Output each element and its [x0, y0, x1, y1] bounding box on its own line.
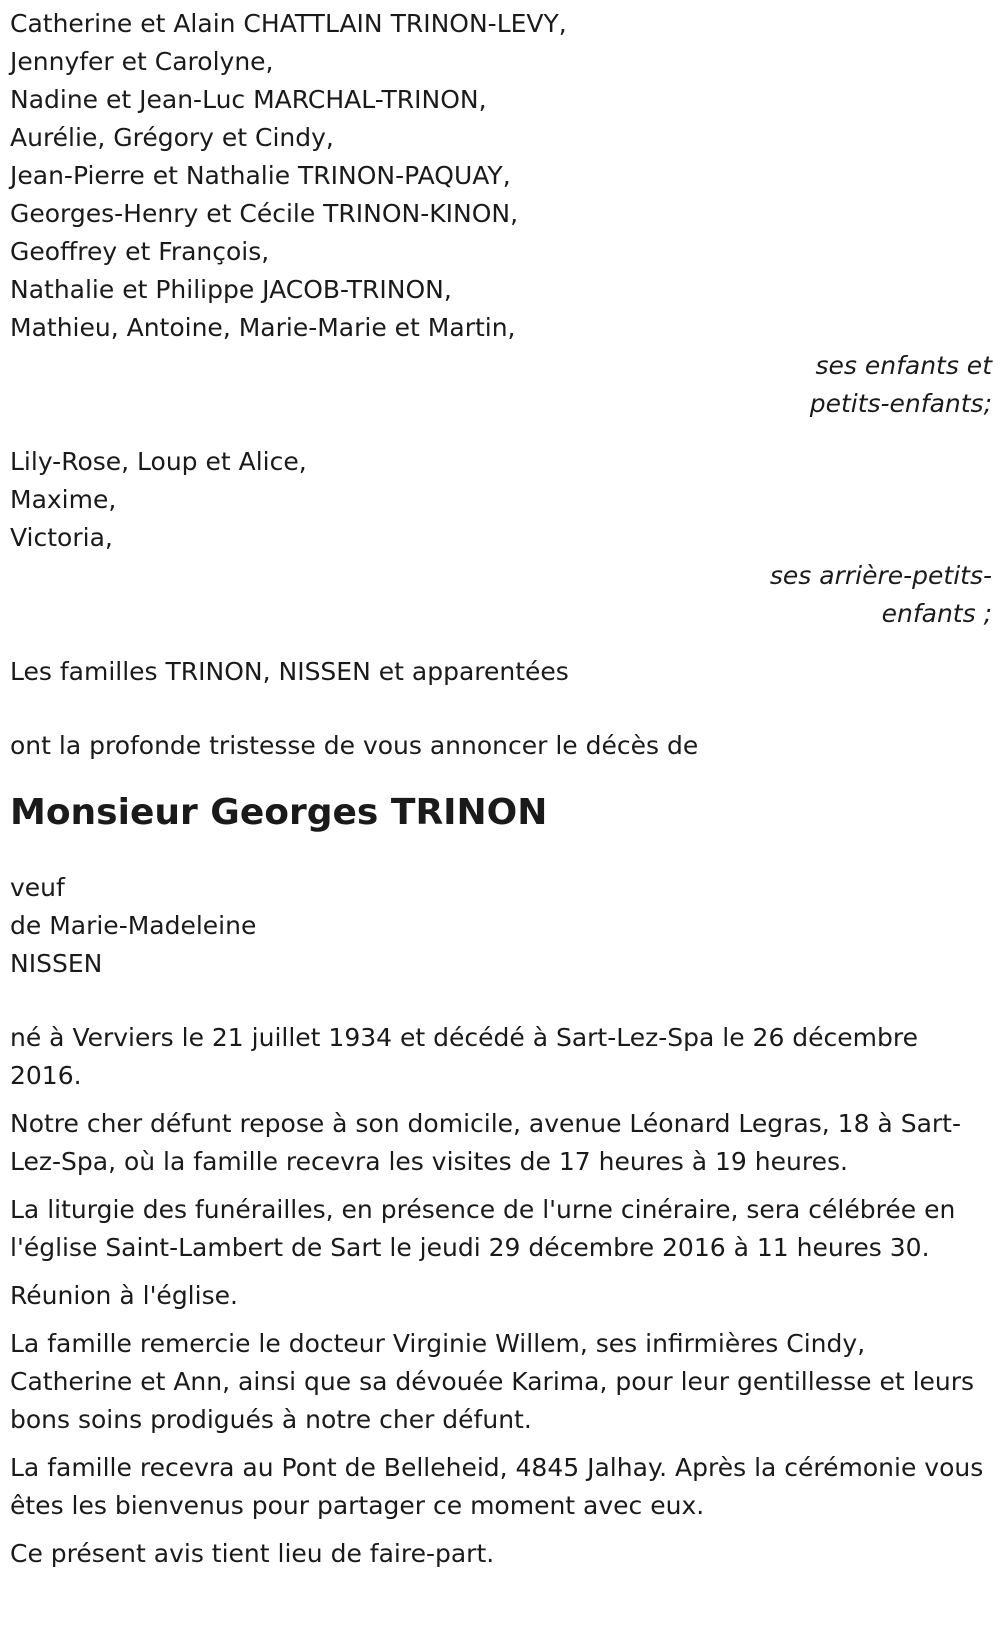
thanks-paragraph: La famille remercie le docteur Virginie Willem, ses infirmières Cindy, Catherine et Ann, ainsi que sa dévouée Karima, pour leur gentillesse et leurs bons soins prodigués à notre cher défunt.	[10, 1329, 975, 1434]
deceased-status	[10, 869, 992, 983]
status-line: veuf	[10, 873, 65, 902]
spacer	[10, 691, 992, 727]
family-line: Jennyfer et Carolyne,	[10, 47, 274, 76]
family-line: Jean-Pierre et Nathalie TRINON-PAQUAY,	[10, 161, 511, 190]
spacer	[10, 983, 992, 1019]
children-attribution: ses enfants et	[815, 351, 992, 380]
family-line: Catherine et Alain CHATTLAIN TRINON-LEVY,	[10, 9, 567, 38]
children-list	[10, 5, 992, 347]
spacer	[10, 633, 992, 653]
details-section	[10, 1019, 992, 1573]
family-line: Maxime,	[10, 485, 117, 514]
great-grandchildren-attribution: enfants ;	[881, 599, 992, 628]
announcement-text: ont la profonde tristesse de vous annoncer le décès de	[10, 731, 699, 760]
great-grandchildren-attribution: ses arrière-petits-	[769, 561, 992, 590]
birth-death-paragraph: né à Verviers le 21 juillet 1934 et décédé à Sart-Lez-Spa le 26 décembre 2016.	[10, 1023, 919, 1090]
status-line: NISSEN	[10, 949, 103, 978]
children-attribution: petits-enfants;	[809, 389, 992, 418]
funeral-paragraph: La liturgie des funérailles, en présence de l'urne cinéraire, sera célébrée en l'église Saint-Lambert de Sart le jeudi 29 décembre 2016 à 11 heures 30.	[10, 1195, 956, 1262]
family-line: Lily-Rose, Loup et Alice,	[10, 447, 307, 476]
family-line: Aurélie, Grégory et Cindy,	[10, 123, 334, 152]
family-line: Nathalie et Philippe JACOB-TRINON,	[10, 275, 452, 304]
family-line: Mathieu, Antoine, Marie-Marie et Martin,	[10, 313, 516, 342]
spacer	[10, 423, 992, 443]
reception-paragraph: La famille recevra au Pont de Belleheid, 4845 Jalhay. Après la cérémonie vous êtes les bienvenus pour partager ce moment avec eux.	[10, 1453, 984, 1520]
family-line: Georges-Henry et Cécile TRINON-KINON,	[10, 199, 519, 228]
visitation-paragraph: Notre cher défunt repose à son domicile, avenue Léonard Legras, 18 à Sart-Lez-Spa, où la famille recevra les visites de 17 heures à 19 heures.	[10, 1109, 961, 1176]
family-line: Victoria,	[10, 523, 113, 552]
status-line: de Marie-Madeleine	[10, 911, 257, 940]
family-line: Nadine et Jean-Luc MARCHAL-TRINON,	[10, 85, 487, 114]
deceased-name: Monsieur Georges TRINON	[10, 792, 548, 833]
meeting-paragraph: Réunion à l'église.	[10, 1281, 238, 1310]
notice-paragraph: Ce présent avis tient lieu de faire-part.	[10, 1539, 495, 1568]
family-line: Geoffrey et François,	[10, 237, 270, 266]
obituary-notice	[10, 5, 992, 1583]
great-grandchildren-list	[10, 443, 992, 557]
families-line: Les familles TRINON, NISSEN et apparentées	[10, 657, 569, 686]
